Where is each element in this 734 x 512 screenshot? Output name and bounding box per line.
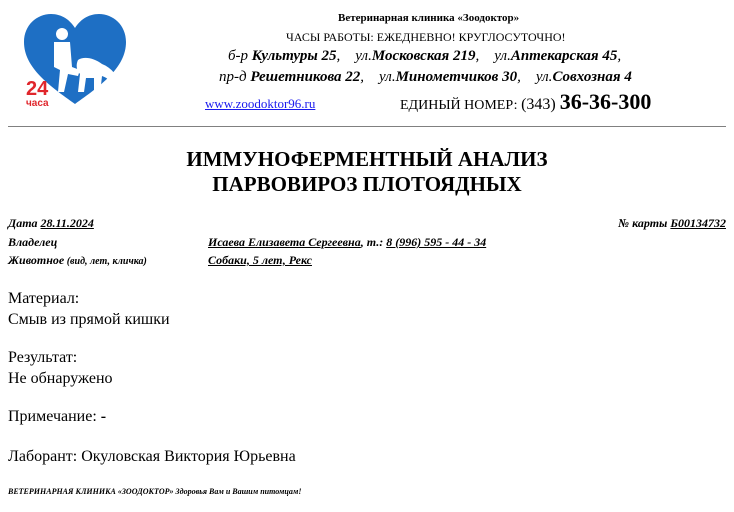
phone-line — [400, 89, 651, 115]
address-street: Решетникова 22 — [250, 69, 361, 85]
website-link[interactable]: www.zoodoktor96.ru — [205, 96, 316, 111]
header-divider — [8, 126, 726, 127]
animal-hint: (вид, лет, кличка) — [64, 256, 147, 267]
date-field: Дата 28.11.2024 — [8, 216, 94, 230]
card-value: Б00134732 — [670, 216, 726, 230]
result-label: Результат: — [8, 349, 78, 366]
animal-field — [208, 253, 312, 268]
owner-label: Владелец — [8, 235, 58, 249]
phone-label: ЕДИНЫЙ НОМЕР: — [400, 98, 522, 113]
animal-label: Животное — [8, 253, 65, 267]
owner-field: Исаева Елизавета Сергеевна, т.: 8 (996) 595 - 44 - 34 — [208, 235, 487, 249]
note-field — [8, 408, 106, 426]
lab-value: Окуловская Виктория Юрьевна — [81, 448, 296, 465]
result-value: Не обнаружено — [8, 370, 113, 387]
note-value: - — [100, 408, 107, 425]
material-value: Смыв из прямой кишки — [8, 311, 170, 328]
owner-phone: 8 (996) 595 - 44 - 34 — [386, 235, 487, 249]
address-street: Культуры 25 — [251, 48, 337, 64]
address-street: Аптекарская 45 — [510, 48, 618, 64]
address-street: Совхозная 4 — [552, 69, 632, 85]
address-street: Московская 219 — [371, 48, 476, 64]
phone-number: 36-36-300 — [559, 89, 652, 114]
card-field: № карты Б00134732 — [618, 216, 726, 230]
clinic-logo — [20, 12, 130, 108]
animal-label-field — [8, 253, 147, 268]
badge-text: часа — [26, 98, 49, 108]
lab-label: Лаборант: — [8, 448, 82, 465]
date-value: 28.11.2024 — [40, 216, 94, 230]
badge-number: 24 — [26, 78, 49, 100]
address-street: Минометчиков 30 — [395, 69, 518, 85]
animal-value: Собаки, 5 лет, Рекс — [208, 253, 312, 267]
phone-code: (343) — [521, 96, 560, 113]
addresses-line-1: б-р Культуры 25, ул.Московская 219, ул.Аптекарская 45, — [228, 48, 622, 64]
lab-field — [8, 448, 296, 466]
material-label: Материал: — [8, 290, 80, 307]
note-label: Примечание: — [8, 408, 101, 425]
clinic-name: Ветеринарная клиника «Зоодоктор» — [338, 12, 520, 24]
footer-slogan: ВЕТЕРИНАРНАЯ КЛИНИКА «ЗООДОКТОР» Здоровья Вам и Вашим питомцам! — [8, 487, 302, 496]
addresses-line-2: пр-д Решетникова 22, ул.Минометчиков 30, ул.Совхозная 4 — [219, 69, 632, 85]
document-title-line-2: ПАРВОВИРОЗ ПЛОТОЯДНЫХ — [212, 172, 522, 196]
working-hours: ЧАСЫ РАБОТЫ: ЕЖЕДНЕВНО! КРУГЛОСУТОЧНО! — [286, 30, 566, 44]
owner-value: Исаева Елизавета Сергеевна — [208, 235, 361, 249]
document-title-line-1: ИММУНОФЕРМЕНТНЫЙ АНАЛИЗ — [186, 147, 548, 171]
